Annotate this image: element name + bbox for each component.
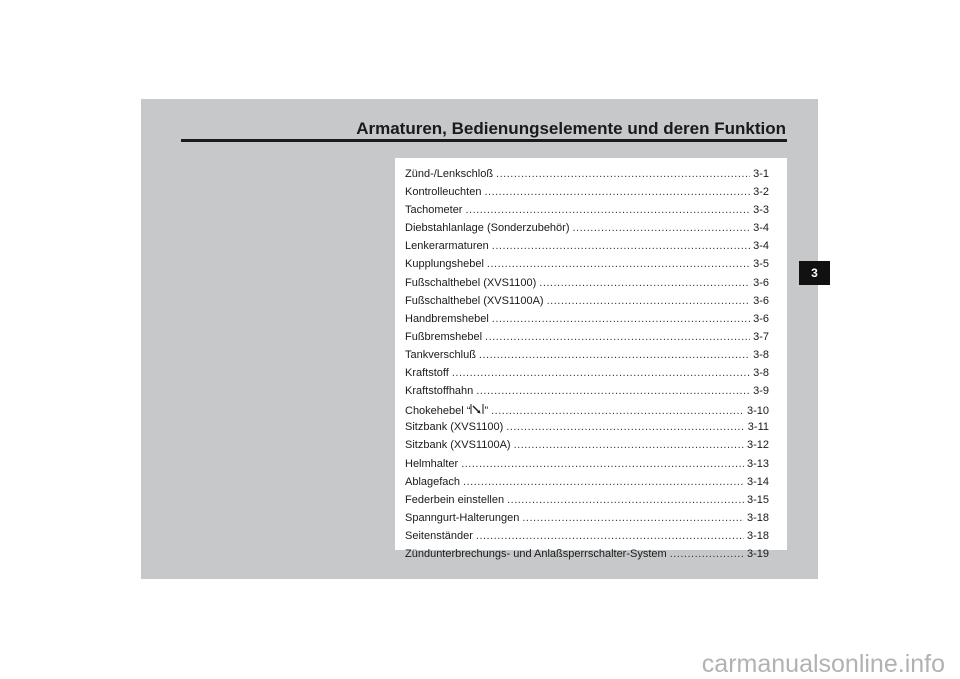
toc-entry[interactable] [405,439,769,457]
toc-leader-dots [496,168,750,180]
toc-entry-label: Fußbremshebel [405,330,483,343]
toc-leader-dots [506,421,745,433]
toc-entry-label: Spanngurt-Halterungen [405,511,520,524]
toc-entry-label: Federbein einstellen [405,493,505,506]
toc-leader-dots [476,385,750,397]
manual-page [141,99,818,579]
toc-leader-dots [479,349,750,361]
toc-leader-dots [522,512,744,524]
toc-entry-page: 3-15 [746,493,769,506]
toc-entry-page: 3-11 [747,421,769,434]
toc-entry-page: 3-18 [746,511,769,524]
toc-entry[interactable] [405,458,769,476]
toc-leader-dots [484,186,750,198]
toc-entry-label: Kontrolleuchten [405,186,482,199]
toc-entry-label: Sitzbank (XVS1100) [405,421,504,434]
toc-entry-page: 3-1 [753,168,769,180]
toc-entry-page: 3-6 [753,294,769,307]
toc-entry-label: Ablagefach [405,475,461,488]
toc-entry-page: 3-2 [753,186,769,199]
toc-entry[interactable] [405,421,769,439]
toc-entry-label: Kupplungshebel [405,258,484,271]
watermark: carmanualsonline.info [701,650,945,678]
toc-entry[interactable] [405,222,769,240]
toc-entry-label: Tankverschluß [405,348,476,361]
page-title: Armaturen, Bedienungselemente und deren Funktion [350,119,786,139]
toc-entry[interactable] [405,494,769,512]
toc-entry[interactable] [405,331,769,349]
toc-entry-label: Kraftstoffhahn [405,385,474,398]
toc-entry-label: Tachometer [405,204,463,217]
toc-entry-label: Helmhalter [405,457,459,470]
toc-leader-dots [573,222,751,234]
toc-entry[interactable] [405,204,769,222]
toc-leader-dots [492,240,750,252]
toc-entry-label-prefix: Chokehebel “ [405,405,471,418]
toc-entry[interactable] [405,313,769,331]
toc-leader-dots [452,367,750,379]
toc-entry[interactable] [405,277,769,295]
toc-entry-label: Lenkerarmaturen [405,240,489,253]
chapter-tab[interactable]: 3 [799,261,830,285]
toc-entry[interactable] [405,548,769,566]
toc-leader-dots [463,476,744,488]
toc-entry[interactable] [405,349,769,367]
toc-entry[interactable] [405,240,769,258]
toc-entry-page: 3-4 [753,222,769,235]
toc-entry[interactable] [405,168,769,186]
toc-entry-label: Diebstahlanlage (Sonderzubehör) [405,222,570,235]
toc-entry[interactable] [405,367,769,385]
toc-entry-page: 3-8 [753,367,769,380]
toc-entry-page: 3-7 [753,330,769,343]
toc-entry[interactable] [405,530,769,548]
toc-leader-dots [514,439,744,451]
toc-leader-dots [492,313,750,325]
toc-entry[interactable] [405,385,769,403]
table-of-contents [395,158,787,560]
toc-entry-label: Zündunterbrechungs- und Anlaßsperrschalter-System [405,547,667,560]
toc-entry-label-suffix: ” [484,405,489,418]
toc-entry-page: 3-6 [753,312,769,325]
toc-leader-dots [485,331,750,343]
toc-entry[interactable] [405,186,769,204]
toc-entry-page: 3-19 [746,547,769,560]
choke-icon [470,403,484,415]
toc-entry-label [405,403,488,417]
toc-leader-dots [507,494,744,506]
toc-entry-label: Fußschalthebel (XVS1100) [405,276,537,289]
toc-leader-dots [476,530,744,542]
toc-entry-page: 3-14 [746,475,769,488]
toc-entry-page: 3-4 [753,240,769,253]
toc-entry-label: Kraftstoff [405,367,449,380]
toc-entry[interactable] [405,295,769,313]
toc-entry[interactable] [405,512,769,530]
toc-entry-label: Seitenständer [405,529,473,542]
toc-entry-page: 3-10 [746,405,769,418]
toc-entry-page: 3-12 [746,439,769,452]
toc-entry-page: 3-9 [753,385,769,398]
toc-entry-page: 3-3 [753,204,769,217]
toc-entry[interactable] [405,258,769,276]
toc-leader-dots [487,258,750,270]
toc-leader-dots [539,277,750,289]
toc-leader-dots [491,405,744,417]
toc-entry-label: Sitzbank (XVS1100A) [405,439,511,452]
toc-entry-page: 3-5 [753,258,769,271]
toc-leader-dots [461,458,744,470]
toc-entry-label: Fußschalthebel (XVS1100A) [405,294,544,307]
toc-entry-page: 3-6 [753,276,769,289]
toc-entry-label: Handbremshebel [405,312,489,325]
toc-entry-label: Zünd-/Lenkschloß [405,168,494,180]
title-underline [181,139,787,142]
toc-leader-dots [547,295,751,307]
toc-leader-dots [670,548,744,560]
toc-entry[interactable] [405,476,769,494]
toc-entry-page: 3-13 [746,457,769,470]
toc-entry-page: 3-18 [746,529,769,542]
toc-entry-page: 3-8 [753,348,769,361]
toc-list [405,168,769,566]
toc-entry-choke[interactable] [405,403,769,421]
toc-leader-dots [465,204,750,216]
